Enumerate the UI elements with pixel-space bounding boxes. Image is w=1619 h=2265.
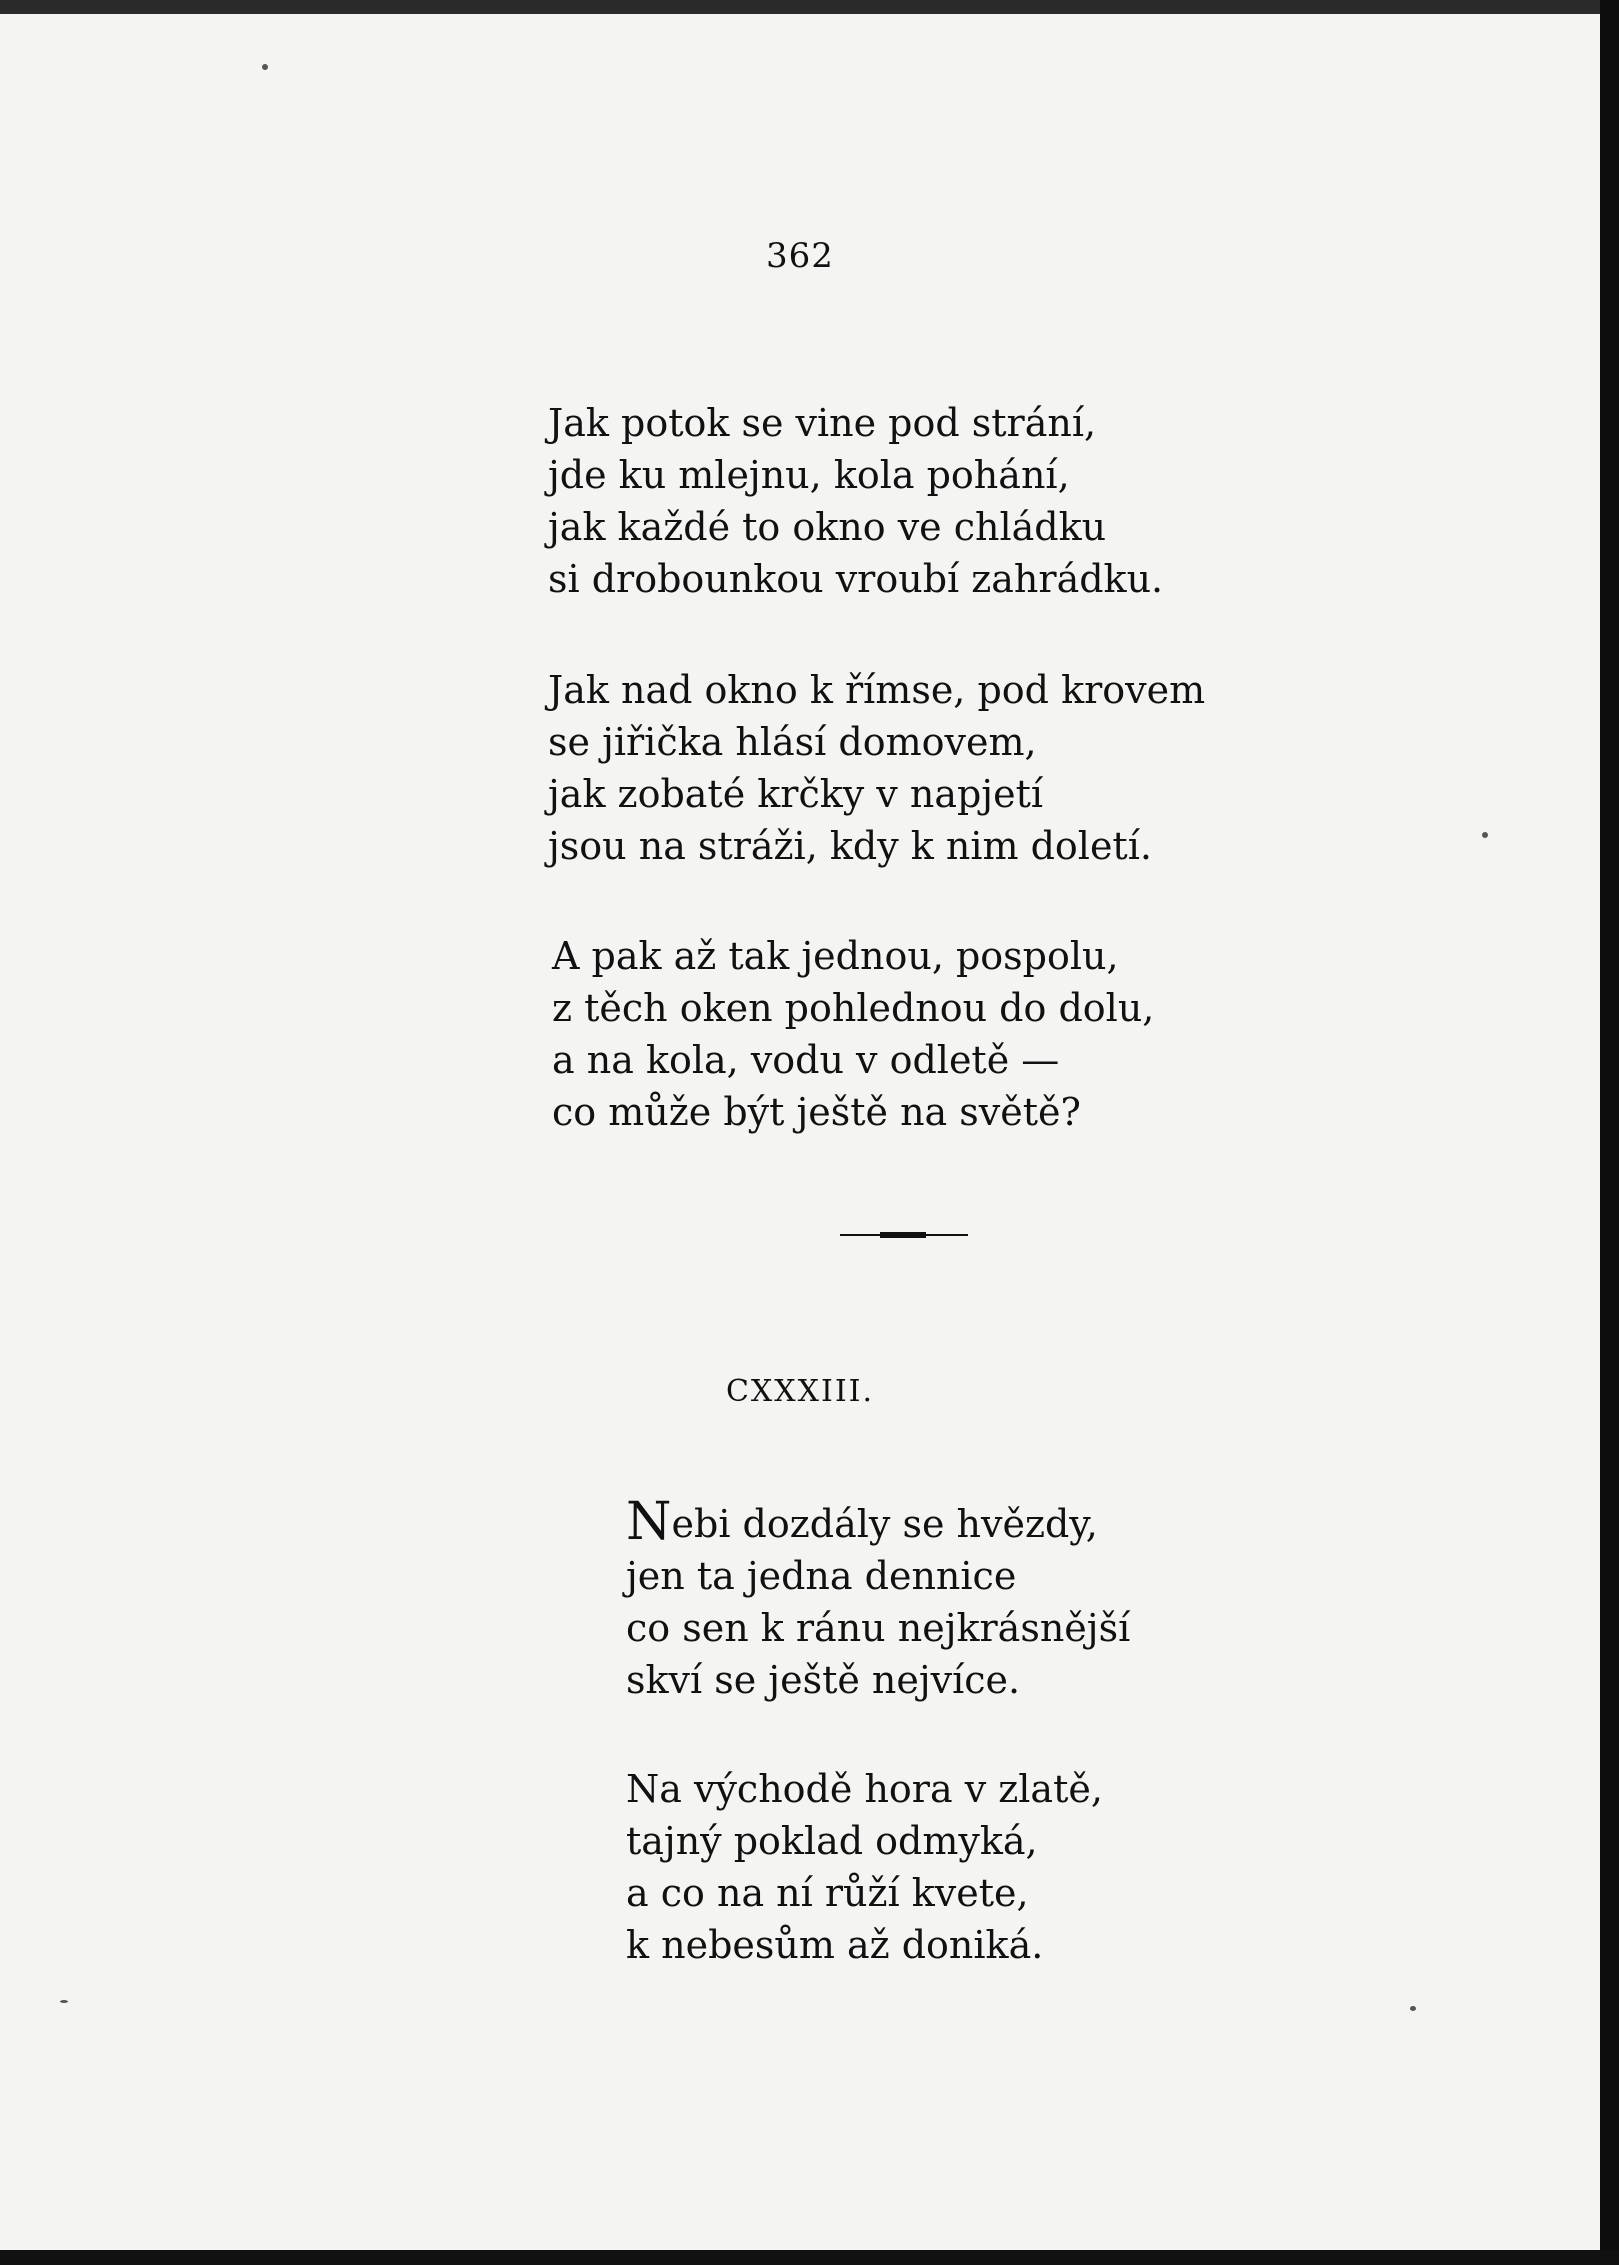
verse-line: se jiřička hlásí domovem, bbox=[548, 720, 1037, 764]
verse-line: Jak potok se vine pod strání, bbox=[548, 401, 1097, 445]
verse-line: Jak nad okno k římse, pod krovem bbox=[548, 668, 1206, 712]
stanza-5 bbox=[626, 1763, 1103, 1971]
verse-line: Na východě hora v zlatě, bbox=[626, 1767, 1103, 1811]
verse-line: co může být ještě na světě? bbox=[552, 1090, 1081, 1134]
verse-line: jde ku mlejnu, kola pohání, bbox=[548, 453, 1070, 497]
verse-line: si drobounkou vroubí zahrádku. bbox=[548, 557, 1164, 601]
verse-line: a na kola, vodu v odletě — bbox=[552, 1038, 1060, 1082]
verse-line: k nebesům až doniká. bbox=[626, 1923, 1044, 1967]
paper-speck bbox=[60, 2000, 68, 2003]
divider-bar bbox=[880, 1232, 926, 1238]
verse-line: A pak až tak jednou, pospolu, bbox=[552, 934, 1119, 978]
verse-line: jak zobaté krčky v napjetí bbox=[548, 772, 1044, 816]
first-line-text: ebi dozdály se hvězdy, bbox=[671, 1502, 1098, 1546]
drop-cap: N bbox=[626, 1492, 672, 1552]
paper-speck bbox=[1482, 832, 1488, 838]
stanza-1 bbox=[548, 397, 1163, 605]
scan-edge-right bbox=[1600, 0, 1619, 2265]
page-number: 362 bbox=[766, 236, 834, 276]
paper-speck bbox=[1410, 2006, 1416, 2011]
book-page bbox=[0, 14, 1600, 2250]
verse-line: jsou na stráži, kdy k nim doletí. bbox=[548, 824, 1152, 868]
verse-line: z těch oken pohlednou do dolu, bbox=[552, 986, 1155, 1030]
section-divider-ornament bbox=[840, 1231, 968, 1239]
verse-line: jak každé to okno ve chládku bbox=[548, 505, 1107, 549]
stanza-4 bbox=[626, 1492, 1131, 1706]
stanza-2 bbox=[548, 664, 1205, 872]
verse-line: a co na ní růží kvete, bbox=[626, 1871, 1029, 1915]
verse-line: co sen k ránu nejkrásnější bbox=[626, 1606, 1131, 1650]
stanza-3 bbox=[552, 930, 1154, 1138]
paper-speck bbox=[262, 64, 268, 70]
verse-line-first bbox=[626, 1492, 1130, 1552]
scan-edge-bottom bbox=[0, 2250, 1619, 2265]
verse-line: skví se ještě nejvíce. bbox=[626, 1658, 1021, 1702]
verse-line: tajný poklad odmyká, bbox=[626, 1819, 1038, 1863]
section-heading: CXXXIII. bbox=[725, 1374, 875, 1409]
verse-line: jen ta jedna dennice bbox=[626, 1554, 1017, 1598]
